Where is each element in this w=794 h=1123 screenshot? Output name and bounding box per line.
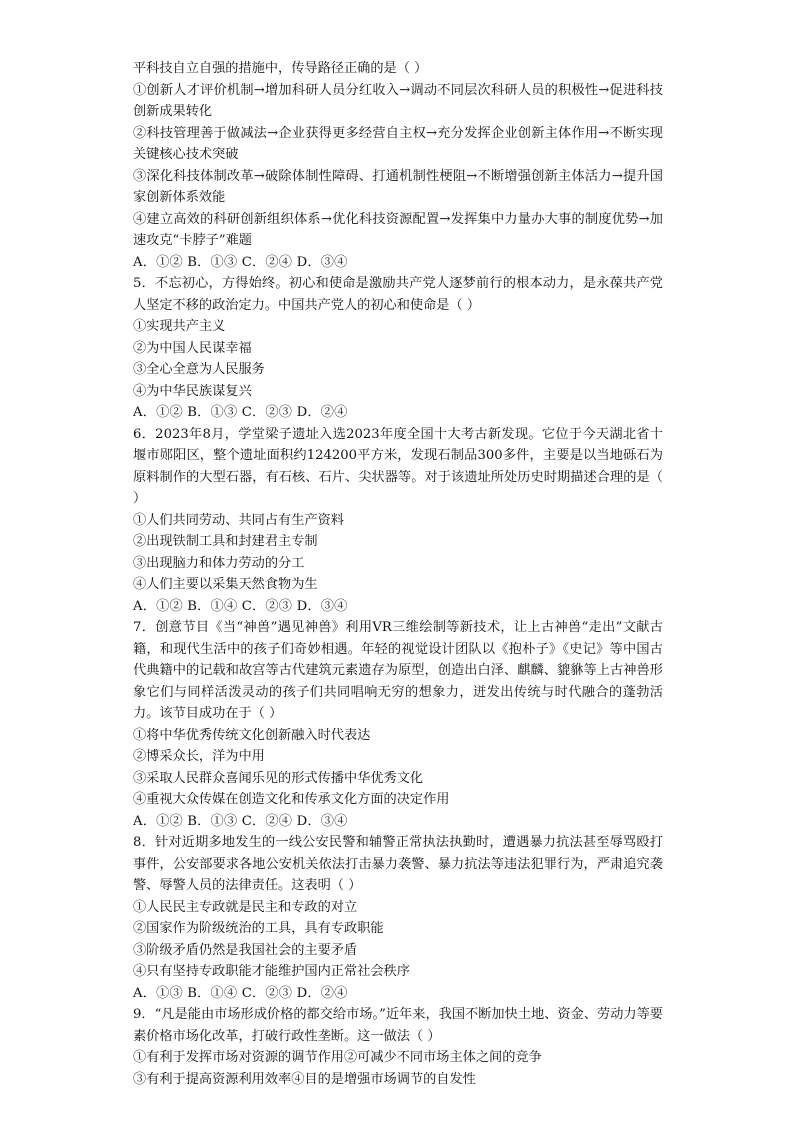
question-4-stem: 平科技自立自强的措施中，传导路径正确的是（ ） [133,61,428,76]
question-8-option-3: ③阶级矛盾仍然是我国社会的主要矛盾 [133,942,358,958]
question-4-option-2: ②科技管理善于做减法→企业获得更多经营自主权→充分发挥企业创新主体作用→不断实现关键核心技术突破 [133,125,663,162]
question-9-options-row-2: ③有利于提高资源利用效率④目的是增强市场调节的自发性 [133,1071,476,1087]
question-6-option-3: ③出现脑力和体力劳动的分工 [133,555,305,571]
question-8-option-4: ④只有坚持专政职能才能维护国内正常社会秩序 [133,964,410,979]
question-8-stem: 8．针对近期多地发生的一线公安民警和辅警正常执法执勤时，遭遇暴力抗法甚至辱骂殴打事件，公安部要求各地公安机关依法打击暴力袭警、暴力抗法等违法犯罪行为，严肃追究袭警、辱警人员的法律责任。这表明（ ） [133,835,663,893]
question-5 [133,273,663,424]
question-9-stem: 9．“凡是能由市场形成价格的都交给市场。”近年来，我国不断加快土地、资金、劳动力等要素价格市场化改革，打破行政性垄断。这一做法（ ） [133,1007,663,1044]
question-9 [133,1004,663,1090]
question-6-option-2: ②出现铁制工具和封建君主专制 [133,534,318,549]
question-7-option-1: ①将中华优秀传统文化创新融入时代表达 [133,727,371,743]
question-7-option-3: ③采取人民群众喜闻乐见的形式传播中华优秀文化 [133,770,424,786]
question-7-option-2: ②博采众长，洋为中用 [133,749,265,764]
question-5-option-4: ④为中华民族谋复兴 [133,383,252,399]
question-8-option-2: ②国家作为阶级统治的工具，具有专政职能 [133,921,384,936]
question-8 [133,832,663,1004]
question-7 [133,617,663,832]
question-4-option-1: ①创新人才评价机制→增加科研人员分红收入→调动不同层次科研人员的积极性→促进科技创新成果转化 [133,82,663,119]
question-7-stem: 7．创意节目《当“神兽”遇见神兽》利用VR三维绘制等新技术，让上古神兽“走出”文献古籍，和现代生活中的孩子们奇妙相遇。年轻的视觉设计团队以《抱朴子》《史记》等中国古代典籍中的记载和故宫等古代建筑元素遗存为原型，创造出白泽、麒麟、貔貅等上古神兽形象它们与同样活泼灵动的孩子们共同唱响无穷的想象力，迸发出传统与时代融合的蓬勃活力。该节目成功在于（ ） [133,620,663,721]
question-4 [133,58,663,273]
question-7-choices: A．①② B．①③ C．②④ D．③④ [133,813,348,829]
question-5-option-1: ①实现共产主义 [133,319,226,334]
question-4-choices: A．①② B．①③ C．②④ D．③④ [133,254,348,270]
question-6-choices: A．①② B．①④ C．②③ D．③④ [133,598,348,614]
question-4-option-4: ④建立高效的科研创新组织体系→优化科技资源配置→发挥集中力量办大事的制度优势→加速攻克“卡脖子”难题 [133,211,663,248]
question-5-option-2: ②为中国人民谋幸福 [133,340,252,356]
question-8-choices: A．①③ B．①④ C．②③ D．②④ [133,985,348,1001]
exam-page [133,58,663,1090]
question-5-choices: A．①② B．①③ C．②③ D．②④ [133,405,348,420]
question-6-option-1: ①人们共同劳动、共同占有生产资料 [133,512,344,528]
question-4-option-3: ③深化科技体制改革→破除体制性障碍、打通机制性梗阻→不断增强创新主体活力→提升国家创新体系效能 [133,168,663,205]
question-9-options-row-1: ①有利于发挥市场对资源的调节作用②可减少不同市场主体之间的竞争 [133,1050,542,1065]
question-5-stem: 5．不忘初心，方得始终。初心和使命是激励共产党人逐梦前行的根本动力，是永葆共产党人坚定不移的政治定力。中国共产党人的初心和使命是（ ） [133,276,663,313]
question-6-option-4: ④人们主要以采集天然食物为生 [133,577,318,592]
question-8-option-1: ①人民民主专政就是民主和专政的对立 [133,899,358,915]
question-7-option-4: ④重视大众传媒在创造文化和传承文化方面的决定作用 [133,792,450,807]
question-6-stem: 6．2023年8月，学堂梁子遗址入选2023年度全国十大考古新发现。它位于今天湖北省十堰市郧阳区，整个遗址面积约124200平方米，发现石制品300多件，主要是以当地砾石为原料制作的大型石器，有石核、石片、尖状器等。对于该遗址所处历史时期描述合理的是（ ） [133,426,663,506]
question-6 [133,424,663,618]
question-5-option-3: ③全心全意为人民服务 [133,362,265,377]
